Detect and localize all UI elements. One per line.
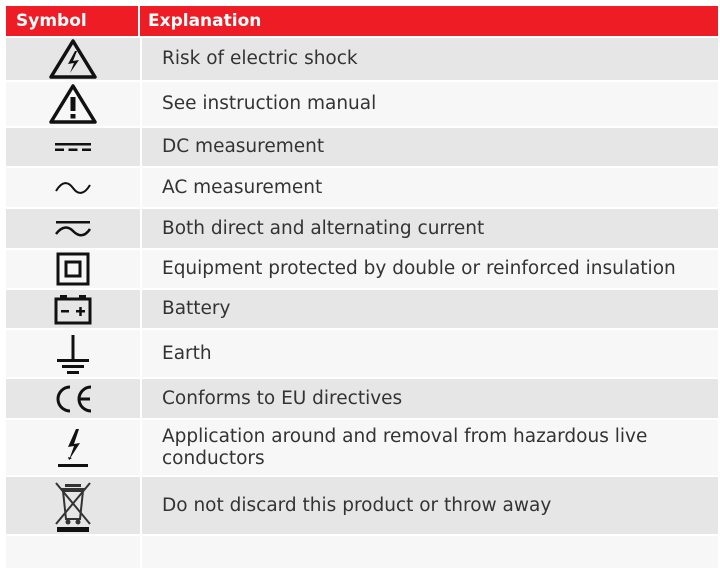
row-explanation: See instruction manual [142, 82, 718, 126]
row-explanation: AC measurement [142, 168, 718, 207]
row-explanation: Do not discard this product or throw away [142, 477, 718, 534]
table-header [6, 6, 718, 36]
table-row-empty [6, 534, 718, 568]
earth-ground-icon [53, 332, 93, 376]
row-explanation: Equipment protected by double or reinforced insulation [142, 250, 718, 288]
row-explanation: Earth [142, 330, 718, 377]
header-explanation: Explanation [148, 11, 262, 31]
row-explanation: Battery [142, 290, 718, 328]
row-explanation: Application around and removal from hazardous live conductors [142, 420, 718, 475]
table-row [6, 418, 718, 475]
symbols-table [6, 6, 718, 568]
dc-symbol-icon [53, 137, 93, 157]
table-row [6, 328, 718, 377]
row-explanation: Risk of electric shock [142, 38, 718, 80]
row-explanation: DC measurement [142, 128, 718, 166]
row-explanation [142, 536, 718, 568]
battery-icon [53, 292, 93, 326]
weee-crossed-bin-icon [51, 479, 95, 533]
table-row [6, 166, 718, 207]
header-symbol: Symbol [6, 6, 140, 36]
table-row [6, 80, 718, 126]
hazardous-live-conductor-icon [53, 426, 93, 470]
row-explanation: Conforms to EU directives [142, 379, 718, 418]
table-row [6, 475, 718, 534]
table-row [6, 377, 718, 418]
table-row [6, 288, 718, 328]
table-row [6, 248, 718, 288]
table-row [6, 207, 718, 248]
table-row [6, 36, 718, 80]
ac-symbol-icon [53, 178, 93, 198]
electric-shock-warning-icon [48, 38, 98, 80]
ce-mark-icon [51, 383, 95, 415]
double-insulation-icon [55, 251, 91, 287]
caution-warning-icon [48, 83, 98, 125]
ac-dc-symbol-icon [53, 217, 93, 241]
table-row [6, 126, 718, 166]
row-explanation: Both direct and alternating current [142, 209, 718, 248]
